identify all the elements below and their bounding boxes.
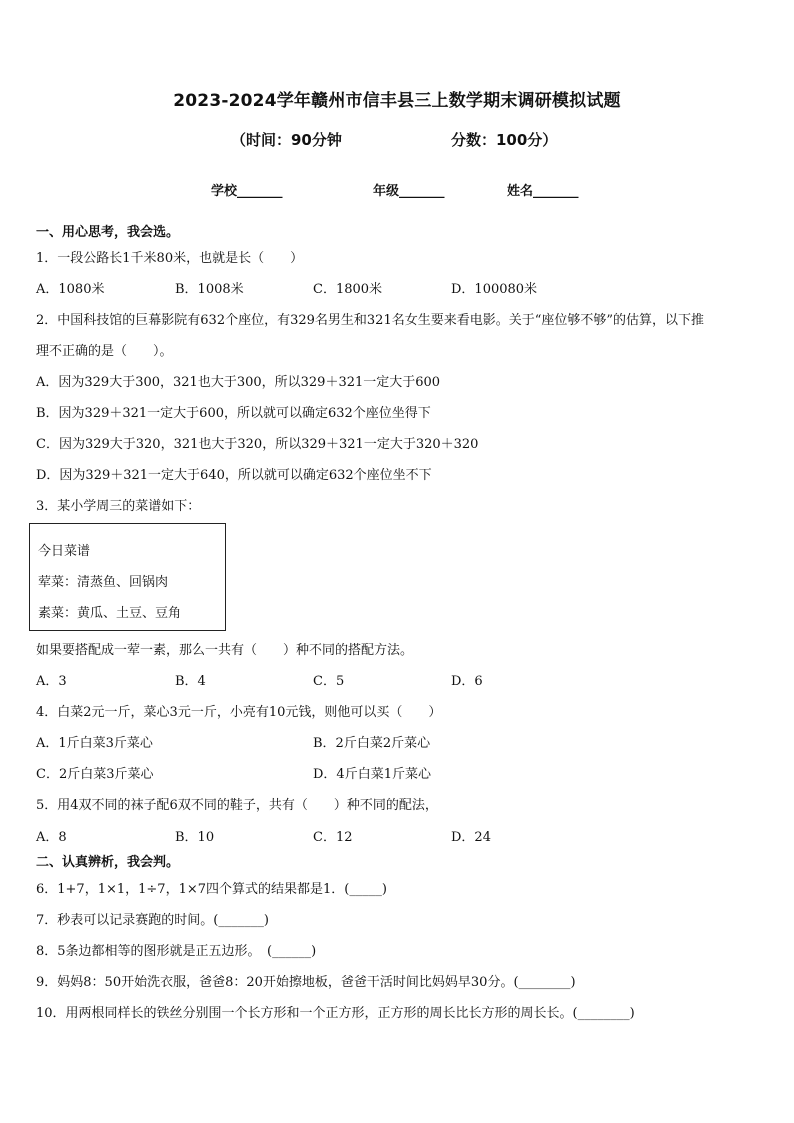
- q4-option-d: D．4斤白菜1斤菜心: [313, 767, 431, 782]
- question-2-line-1: 2．中国科技馆的巨幕影院有632个座位，有329名男生和321名女生要来看电影。关于“座位够不够”的估算，以下推: [36, 313, 705, 328]
- menu-meat: 荤菜：清蒸鱼、回锅肉: [38, 575, 169, 590]
- q4-option-a: A．1斤白菜3斤菜心: [36, 736, 153, 751]
- question-10: 10．用两根同样长的铁丝分别围一个长方形和一个正方形，正方形的周长比长方形的周长长。(________): [36, 1006, 635, 1021]
- question-1: 1．一段公路长1千米80米，也就是长（ ）: [36, 251, 304, 266]
- question-8: 8．5条边都相等的图形就是正五边形。 (______): [36, 944, 317, 959]
- grade-field: 年级_______: [373, 184, 445, 199]
- section-1-title: 一、用心思考，我会选。: [36, 225, 180, 240]
- menu-title: 今日菜谱: [38, 544, 91, 559]
- q3-option-c: C．5: [313, 674, 345, 689]
- time-label: （时间：90分钟: [231, 131, 342, 149]
- q2-option-b: B．因为329＋321一定大于600，所以就可以确定632个座位坐得下: [36, 406, 431, 421]
- q5-option-a: A．8: [36, 830, 67, 845]
- q4-option-c: C．2斤白菜3斤菜心: [36, 767, 154, 782]
- q5-option-c: C．12: [313, 830, 353, 845]
- menu-box: [29, 523, 226, 631]
- question-3-prompt: 如果要搭配成一荤一素，那么一共有（ ）种不同的搭配方法。: [36, 643, 414, 658]
- q3-option-a: A．3: [36, 674, 67, 689]
- exam-title: 2023-2024学年赣州市信丰县三上数学期末调研模拟试题: [173, 91, 621, 111]
- school-field: 学校_______: [211, 184, 283, 199]
- q2-option-a: A．因为329大于300，321也大于300，所以329＋321一定大于600: [36, 375, 441, 390]
- question-9: 9．妈妈8：50开始洗衣服，爸爸8：20开始擦地板，爸爸干活时间比妈妈早30分。(________): [36, 975, 576, 990]
- q1-option-a: A．1080米: [36, 282, 105, 297]
- name-field: 姓名_______: [507, 184, 579, 199]
- question-6: 6．1+7，1×1，1÷7，1×7四个算式的结果都是1．(_____): [36, 882, 387, 897]
- score-label: 分数：100分）: [451, 131, 558, 149]
- section-2-title: 二、认真辨析，我会判。: [36, 855, 180, 870]
- q1-option-c: C．1800米: [313, 282, 383, 297]
- q3-option-b: B．4: [175, 674, 206, 689]
- q1-option-b: B．1008米: [175, 282, 244, 297]
- question-3: 3．某小学周三的菜谱如下：: [36, 499, 201, 514]
- question-5: 5．用4双不同的袜子配6双不同的鞋子，共有（ ）种不同的配法，: [36, 798, 438, 813]
- question-2-line-2: 理不正确的是（ ）。: [36, 344, 173, 359]
- q4-option-b: B．2斤白菜2斤菜心: [313, 736, 431, 751]
- exam-subtitle: [231, 129, 591, 150]
- question-7: 7．秒表可以记录赛跑的时间。(_______): [36, 913, 269, 928]
- q3-option-d: D．6: [451, 674, 483, 689]
- q5-option-d: D．24: [451, 830, 491, 845]
- q5-option-b: B．10: [175, 830, 215, 845]
- question-4: 4．白菜2元一斤，菜心3元一斤，小亮有10元钱，则他可以买（ ）: [36, 705, 442, 720]
- q2-option-d: D．因为329＋321一定大于640，所以就可以确定632个座位坐不下: [36, 468, 432, 483]
- q1-option-d: D．100080米: [451, 282, 538, 297]
- q2-option-c: C．因为329大于320，321也大于320，所以329＋321一定大于320＋320: [36, 437, 479, 452]
- menu-vegetable: 素菜：黄瓜、土豆、豆角: [38, 606, 182, 621]
